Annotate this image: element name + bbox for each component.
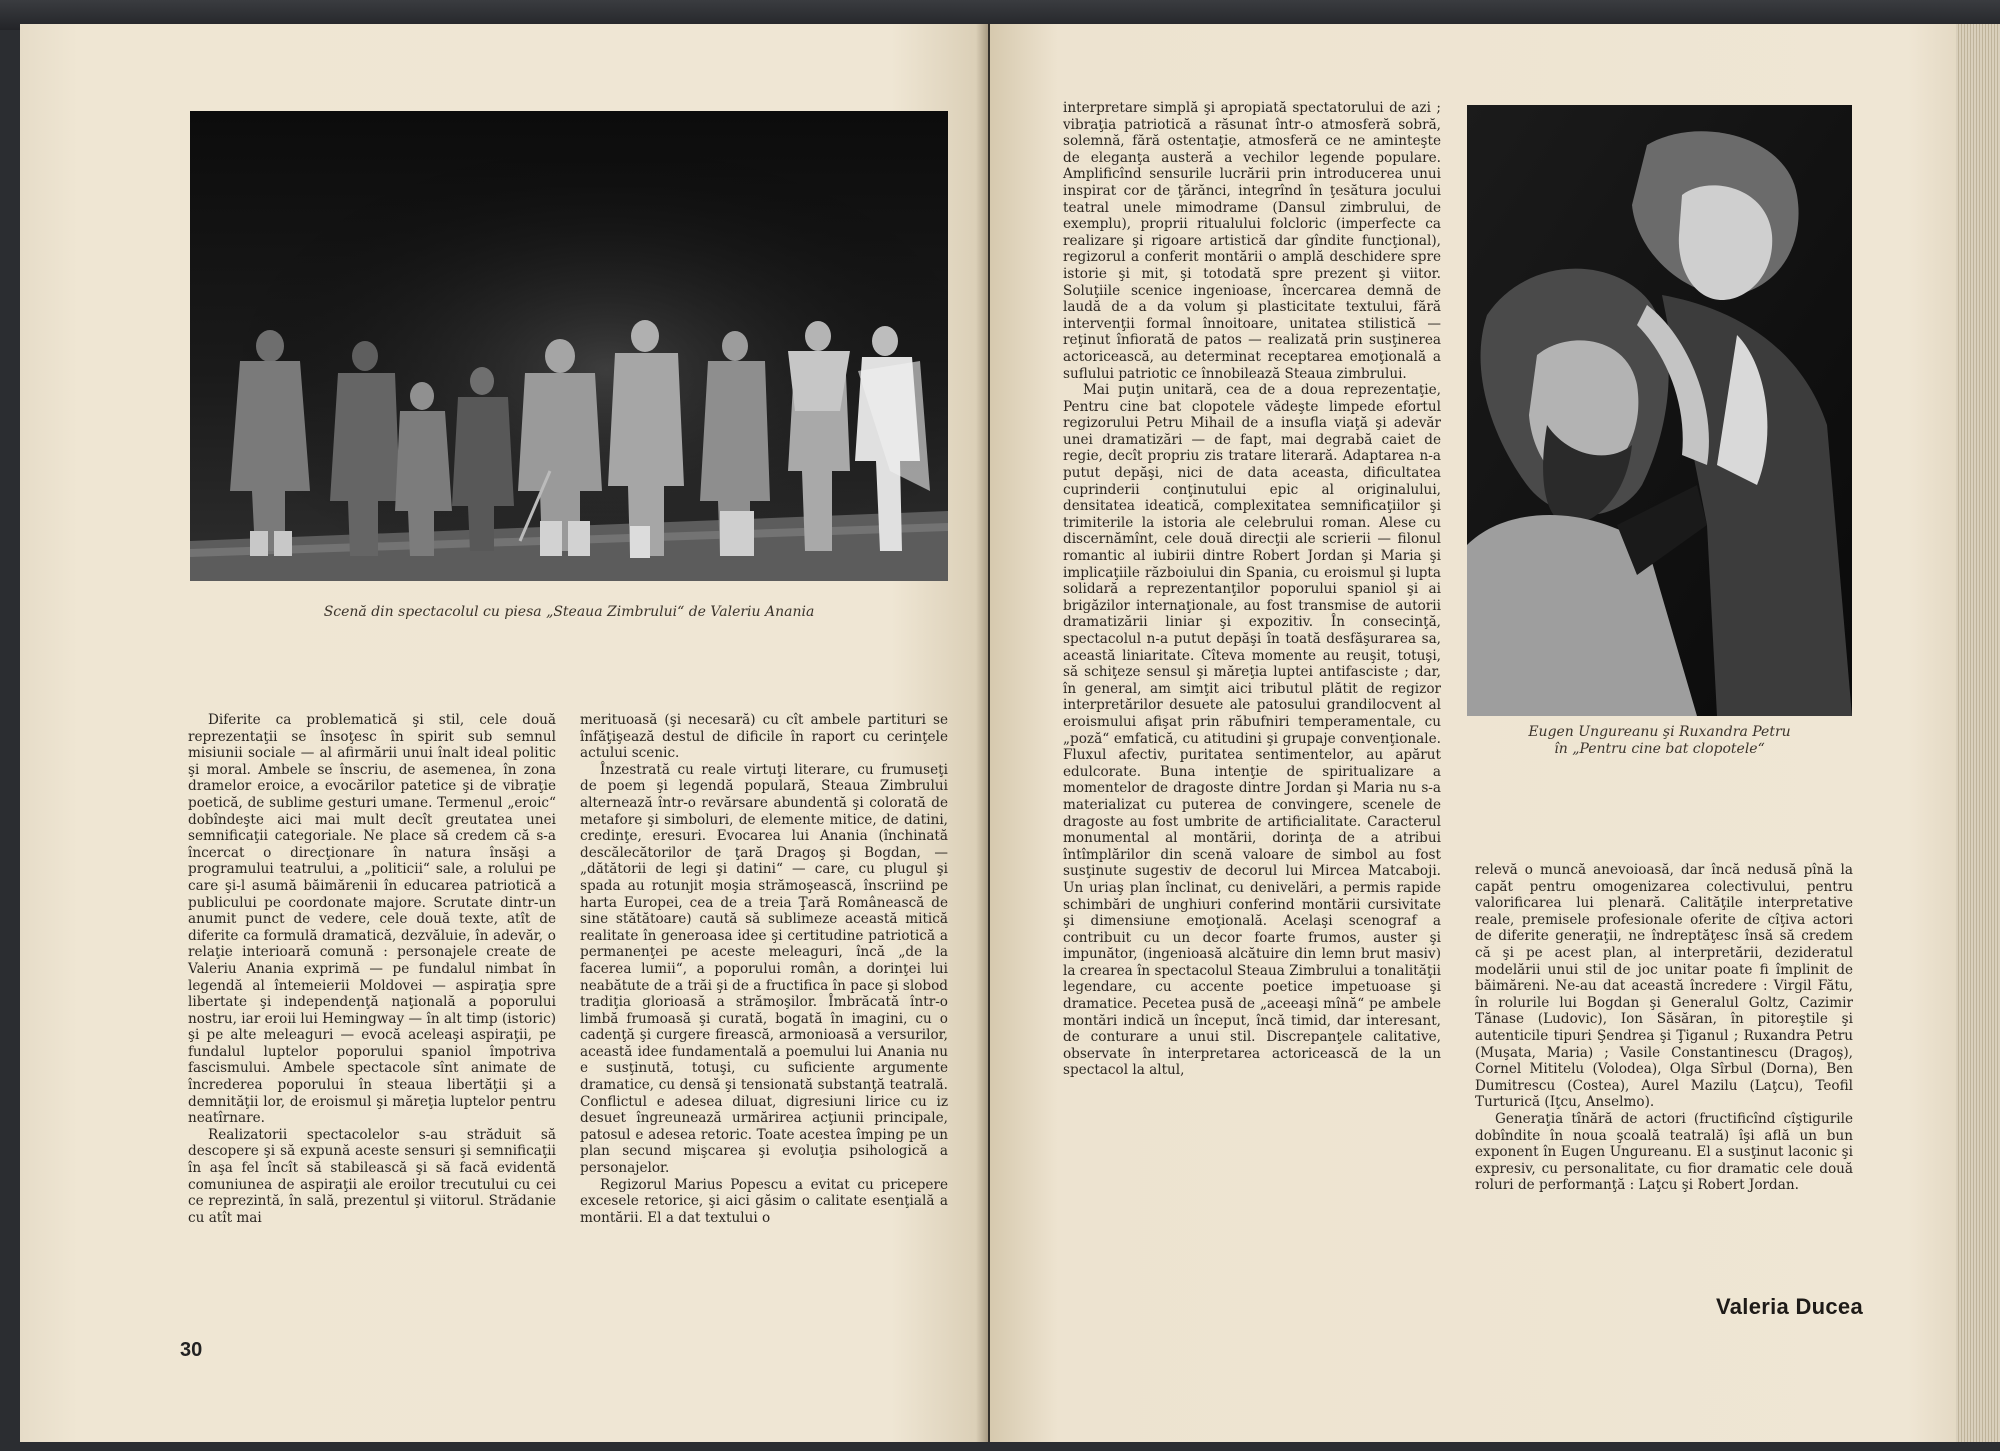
photo-caption: Scenă din spectacolul cu piesa „Steaua Zimbrului“ de Valeriu Anania	[323, 604, 815, 620]
right-column-1	[1063, 100, 1441, 1079]
page-number: 30	[180, 1339, 203, 1361]
actors-portrait-photo	[1467, 105, 1852, 716]
paragraph: Mai puţin unitară, cea de a doua reprezentaţie, Pentru cine bat clopotele vădeşte limpede efortul regizorului Petru Mihail de a insufla viaţă şi adevăr unei dramatizări — de fapt, mai degrabă caiet de regie, decît propriu zis tratare literară. Adaptarea n-a putut depăşi, nici de data aceasta, dificultatea cuprinderii conţinutului epic al originalului, densitatea ideatică, complexitatea semnificaţiilor şi trimiterile la istoria ale celebrului roman. Alese cu discernămînt, cele două direcţii ale scrierii — filonul romantic al iubirii dintre Robert Jordan şi Maria şi implicaţiile războiului din Spania, cu eroismul şi lupta solidară a reprezentanţilor poporului spaniol şi ai brigăzilor internaţionale, au fost transmise de autorii dramatizării liniar şi expozitiv. În consecinţă, spectacolul n-a putut depăşi în toată desfăşurarea sa, această liniaritate. Cîteva momente au reuşit, totuşi, să schiţeze sensul şi măreţia luptei antifasciste ; dar, în general, am simţit aici tributul plătit de regizor interpretărilor desuete ale patosului grandilocvent al eroismului afişat prin răbufniri temperamentale, cu „poză“ emfatică, cu atitudini şi grupaje convenţionale. Fluxul afectiv, puritatea sentimentelor, au apărut edulcorate. Buna intenţie de spiritualizare a momentelor de dragoste dintre Jordan şi Maria nu s-a materializat cu puterea de convingere, scenele de dragoste au fost umbrite de artificialitate. Caracterul monumental al montării, dorinţa de a atribui întîmplărilor din scenă valoare de simbol au fost susţinute sugestiv de decorul lui Mircea Matcaboji. Un uriaş plan înclinat, cu denivelări, a permis rapide schimbări de unghiuri conferind montării cursivitate şi dimensiune emoţională. Acelaşi scenograf a contribuit cu un decor foarte frumos, auster şi impunător, (ingenioasă alcătuire din lemn brut masiv) la crearea în spectacolul Steaua Zimbrului a tonalităţii legendare, cu accente poetice impetuoase şi dramatice. Pecetea pusă de „aceeaşi mînă“ pe ambele montări indică un început, încă timid, dar interesant, de conturare a unui stil. Discrepanţele calitative, observate în interpretarea actoricească de la un spectacol la altul,	[1063, 382, 1441, 1079]
author-signature: Valeria Ducea	[1716, 1294, 1863, 1319]
right-column-2	[1475, 862, 1853, 1194]
paragraph: merituoasă (şi necesară) cu cît ambele partituri se înfăţişează destul de dificile în raport cu cerinţele actului scenic.	[580, 712, 948, 762]
caption-line: Eugen Ungureanu şi Ruxandra Petru	[1528, 724, 1791, 740]
caption-line: în „Pentru cine bat clopotele“	[1554, 741, 1765, 757]
paragraph: Diferite ca problematică şi stil, cele două reprezentaţii se însoţesc în spirit sub semnul misiunii sociale — al afirmării unui înalt ideal politic şi moral. Ambele se înscriu, de asemenea, în zona dramelor eroice, a evocărilor patetice şi de vibraţie poetică, de sublime gesturi umane. Termenul „eroic“ dobîndeşte aici mai mult decît greutatea unei semnificaţii categoriale. Ne place să credem că s-a încercat o direcţionare în natura însăşi a programului teatrului, a „politicii“ sale, a rolului pe care şi-l asumă băimărenii în educarea patriotică a publicului pe coordonate majore. Scrutate dintr-un anumit punct de vedere, cele două texte, atît de diferite ca formulă dramatică, dezvăluie, în adevăr, o relaţie interioară comună : personajele create de Valeriu Anania exprimă — pe fundalul nimbat în legendă al întemeierii Moldovei — aspiraţia spre libertate şi independenţă naţională a poporului nostru, iar eroii lui Hemingway — în alt timp (istoric) şi pe alte meleaguri — evocă aceleaşi aspiraţii, pe fundalul luptelor poporului spaniol împotriva fascismului. Ambele spectacole sînt animate de încrederea poporului în steaua libertăţii şi a demnităţii lor, de eroismul şi măreţia luptelor pentru neatîrnare.	[188, 712, 556, 1127]
page-stack-edge	[1956, 24, 2000, 1442]
right-page	[990, 24, 1956, 1442]
paragraph: Înzestrată cu reale virtuţi literare, cu frumuseţi de poem şi legendă populară, Steaua Zimbrului alternează într-o revărsare abundentă şi colorată de metafore şi simboluri, de elemente mitice, de datini, credinţe, eresuri. Evocarea lui Anania (închinată descălecătorilor de ţară Dragoş şi Bogdan, — „dătătorii de legi şi datini“ — care, cu plugul şi spada au rotunjit moşia strămoşească, înscriind pe harta Europei, cea de a treia Ţară Românească de sine stătătoare) caută să sublimeze această mitică realitate în generoasa idee şi certitudine patriotică a permanenţei pe aceste meleaguri, încă „de la facerea lumii“, a poporului român, a dorinţei lui neabătute de a trăi şi de a fructifica în pace şi slobod tradiţia glorioasă a strămoşilor. Îmbrăcată într-o limbă frumoasă şi curată, bogată în imagini, cu o cadenţă şi curgere firească, armonioasă a versurilor, această idee fundamentală a poemului lui Anania nu e susţinută, totuşi, cu suficiente argumente dramatice, cu densă şi tensionată substanţă teatrală. Conflictul e adesea diluat, digresiuni lirice cu iz desuet îngreunează urmărirea acţiunii principale, patosul e adesea retoric. Toate acestea împing pe un plan secund mişcarea şi evoluţia psihologică a personajelor.	[580, 761, 948, 1177]
left-column-1	[188, 712, 556, 1226]
portrait-caption	[1467, 724, 1852, 758]
left-page	[20, 24, 988, 1442]
paragraph: relevă o muncă anevoioasă, dar încă nedusă pînă la capăt pentru omogenizarea colectivului, pentru valorificarea lui plenară. Calităţile interpretative reale, premisele profesionale oferite de cîţiva actori de diferite generaţii, ne îndreptăţesc însă să credem că şi pe acest plan, al interpretării, dezideratul modelării unui stil de joc unitar poate fi împlinit de băimăreni. Ne-au dat această încredere : Virgil Fătu, în rolurile lui Bogdan şi Generalul Goltz, Cazimir Tănase (Ludovic), Ion Săsăran, în pitoreştile şi autenticile tipuri Şendrea şi Ţiganul ; Ruxandra Petru (Muşata, Maria) ; Vasile Constantinescu (Dragoş), Cornel Mititelu (Volodea), Olga Sîrbul (Dorna), Ben Dumitrescu (Costea), Aurel Mazilu (Laţcu), Teofil Turturică (Iţcu, Anselmo).	[1475, 862, 1853, 1111]
paragraph: Generaţia tînără de actori (fructificînd cîştigurile dobîndite în noua şcoală teatrală) îşi află un bun exponent în Eugen Ungureanu. El a susţinut laconic şi expresiv, cu personalitate, cu fior dramatic cele două roluri de performanţă : Laţcu şi Robert Jordan.	[1475, 1110, 1853, 1194]
paragraph: Regizorul Marius Popescu a evitat cu pricepere excesele retorice, şi aici găsim o calitate esenţială a montării. El a dat textului o	[580, 1176, 948, 1226]
paragraph: Realizatorii spectacolelor s-au străduit să descopere şi să expună aceste sensuri şi semnificaţii în aşa fel încît să stabilească şi să facă evidentă comuniunea de aspiraţii ale eroilor trecutului cu cei ce reprezintă, în sală, prezentul şi viitorul. Strădanie cu atît mai	[188, 1126, 556, 1226]
stage-scene-photo	[190, 111, 948, 581]
left-column-2	[580, 712, 948, 1226]
paragraph: interpretare simplă şi apropiată spectatorului de azi ; vibraţia patriotică a răsunat într-o atmosferă sobră, solemnă, fără ostentaţie, atmosferă ce ne aminteşte de eleganţa austeră a vechilor legende populare. Amplificînd sensurile lucrării prin introducerea unui inspirat cor de ţărănci, integrînd în ţesătura jocului teatral unele mimodrame (Dansul zimbrului, de exemplu), proprii ritualului folcloric (imperfecte ca realizare şi rigoare artistică dar gîndite funcţional), regizorul a conferit montării o amplă deschidere spre istorie şi mit, şi totodată spre prezent şi viitor. Soluţiile scenice ingenioase, încercarea demnă de laudă de a da volum şi plasticitate textului, fără intervenţii formal înnoitoare, unitatea stilistică — reţinut înfiorată de patos — realizată prin susţinerea actoricească, au determinat receptarea emoţională a suflului patriotic ce înnobilează Steaua zimbrului.	[1063, 100, 1441, 382]
